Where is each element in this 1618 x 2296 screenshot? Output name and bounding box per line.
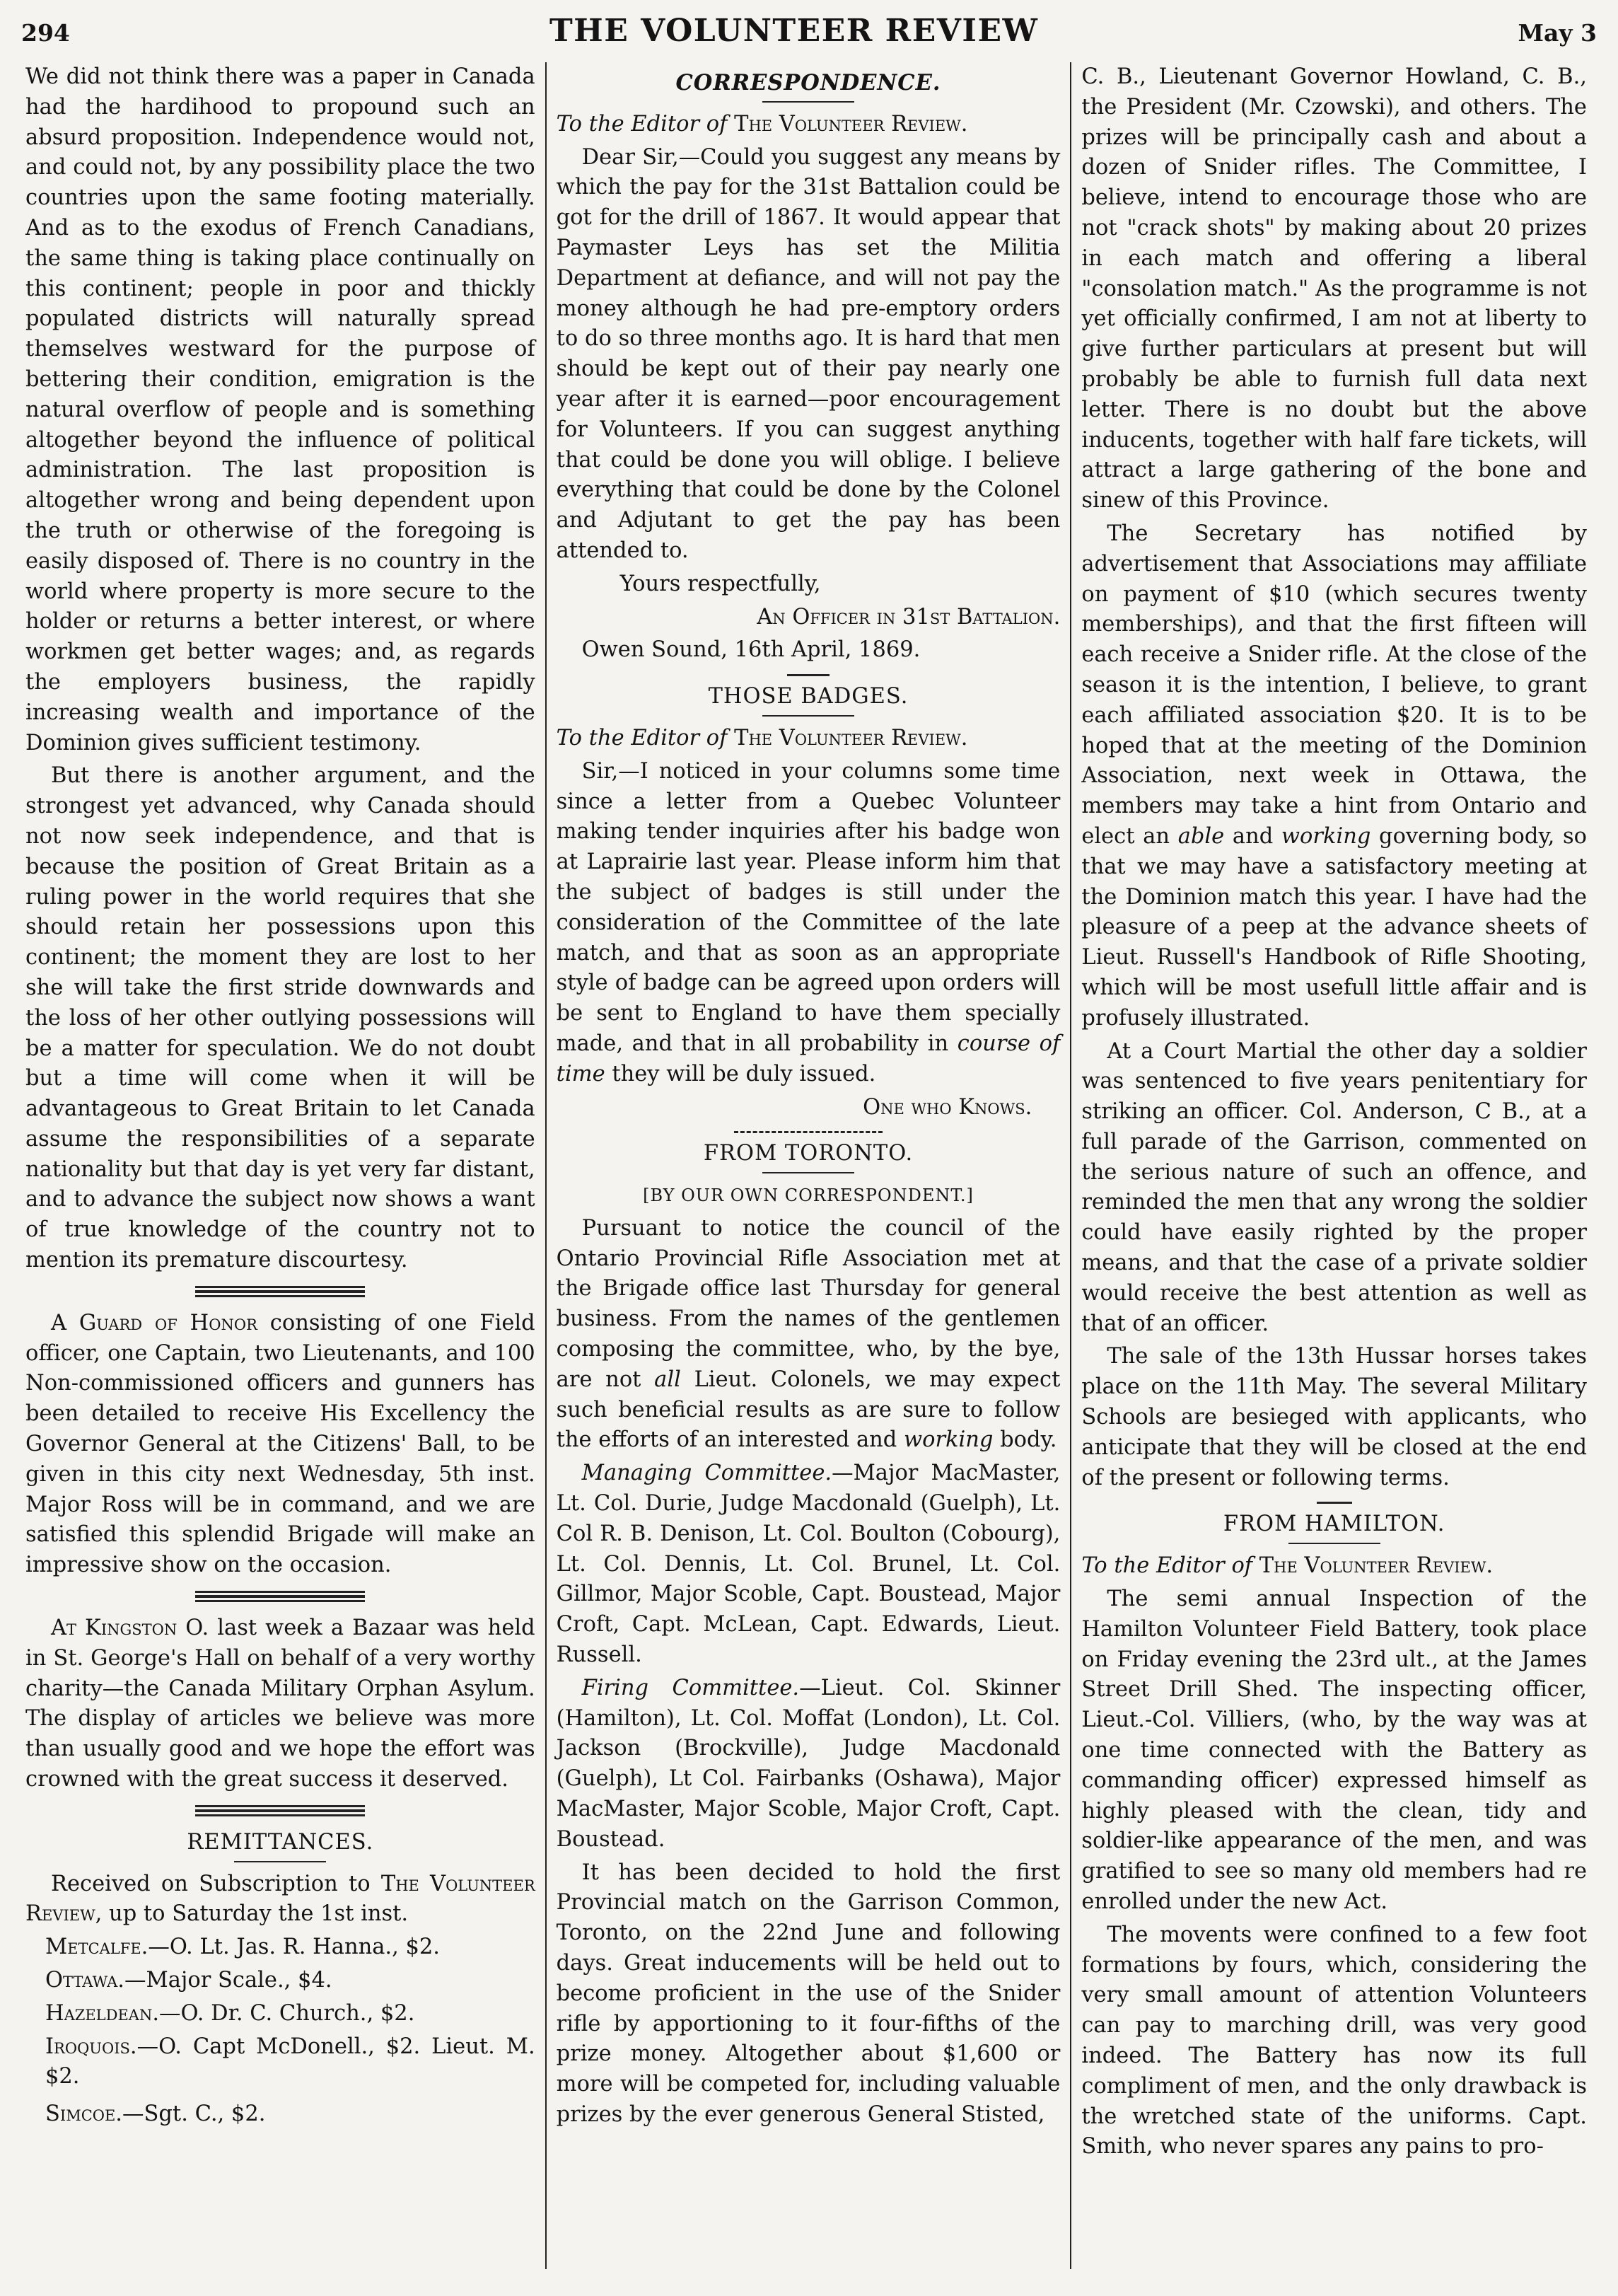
divider: [787, 674, 830, 676]
para-text: Lieut. Colonels, we may expect such beneficial results as are sure to follow the efforts of an interested and: [556, 1367, 1061, 1453]
letter-paragraph: [557, 757, 1061, 1090]
remittance-place: Metcalfe.: [45, 1935, 149, 1960]
guard-of-honor-paragraph: [25, 1309, 535, 1581]
hamilton-paragraph-2: The movents were confined to a few foot formations by fours, which, considering the very small amount of attention Volunteers can pay to marching drill, was very good indeed. The Battery has now its full compliment of men, and the only drawback is the wretched state of the uniforms. Capt. Smith, who never spares any pains to pro-: [1081, 1922, 1587, 2159]
para-italic: able: [1177, 823, 1225, 849]
remittance-detail: —Sgt. C., $2.: [122, 2101, 266, 2127]
committee-members: —Major MacMaster, Lt. Col. Durie, Judge Macdonald (Guelph), Lt. Col R. B. Denison, Lt. Col. Boulton (Cobourg), Lt. Col. Dennis, Lt. Col. Brunel, Lt. Col. Gillmor, Major Scoble, Capt. Boustead, Major Croft, Capt. McLean, Capt. Edwards, Lieut. Russell.: [556, 1461, 1061, 1668]
guard-lead: A Guard of Honor: [51, 1310, 257, 1335]
court-martial-paragraph: At a Court Martial the other day a soldier was sentenced to five years penitentiary for striking an officer. Col. Anderson, C B., at a full parade of the Garrison, commented on the serious nature of such an offence, and reminded the men that any wrong the soldier could have easily righted by the proper means, and that the case of a private soldier would receive the best attention as well as that of an officer.: [1081, 1038, 1587, 1336]
heading-rule: [762, 1172, 854, 1173]
page-header: [21, 13, 1597, 55]
columns: [21, 62, 1597, 2269]
kingston-text: last week a Bazaar was held in St. George's Hall on behalf of a very worthy charity—the Canada Military Orphan Asylum. The display of articles we believe was more than usually good and we hope the effort was crowned with the great success it deserved.: [25, 1616, 535, 1792]
column-1: [21, 62, 547, 2269]
heading-rule: [1288, 1543, 1380, 1544]
closing-line: Yours respectfully,: [619, 571, 821, 596]
paper-name: The Volunteer Review.: [734, 725, 968, 750]
remittance-item: [25, 2032, 535, 2093]
para-italic: all: [654, 1367, 681, 1392]
hussar-sale-paragraph: The sale of the 13th Hussar horses takes place on the 11th May. The several Military Schools are besieged with applicants, who anticipate that they will be closed at the end of the present or following terms.: [1081, 1344, 1587, 1490]
badges-heading: THOSE BADGES.: [708, 684, 909, 709]
secretary-paragraph: [1081, 519, 1587, 1034]
remittance-item: [25, 1966, 535, 1996]
letter-text: Sir,—I noticed in your columns some time since a letter from a Quebec Volunteer making tender inquiries after his badge won at Laprairie last year. Please inform him that the subject of badges is still under the consideration of the Committee of the late match, and that as soon as an appropriate style of badge can be agreed upon orders will be sent to England to have them specially made, and that in all probability in: [556, 758, 1061, 1056]
to-editor-text: To the Editor of: [1081, 1553, 1259, 1579]
hamilton-paragraph-1: The semi annual Inspection of the Hamilton Volunteer Field Battery, took place on Friday evening the 23rd ult., at the James Street Drill Shed. The inspecting officer, Lieut.-Col. Villiers, (who, by the way was at one time connected with the Battery as commanding officer) expressed himself as highly pleased with the clean, tidy and soldier-like appearance of the men, and was gratified to see so many old members had re enrolled under the new Act.: [1081, 1587, 1587, 1915]
paper-name: The Volunteer Review.: [1259, 1553, 1494, 1579]
column-2: [547, 62, 1072, 2269]
guard-text: consisting of one Field officer, one Captain, two Lieutenants, and 100 Non-commissioned officers and gunners has been detailed to receive His Excellency the Governor General at the Citizens' Ball, to be given in this city next Wednesday, 5th inst. Major Ross will be in command, and we are satisfied this splendid Brigade will make an impressive show on the occasion.: [25, 1310, 535, 1578]
letter-paragraph: Dear Sir,—Could you suggest any means by which the pay for the 31st Battalion could be got for the drill of 1867. It would appear that Paymaster Leys has set the Militia Department at defiance, and will not pay the money although he had pre-emptory orders to do so three months ago. It is hard that men should be kept out of their pay nearly one year after it is earned—poor encouragement for Volunteers. If you can suggest anything that could be done you will oblige. I believe everything that could be done by the Colonel and Adjutant to get the pay has been attended to.: [556, 144, 1061, 563]
remittance-place: Ottawa.: [45, 1968, 124, 1993]
heading-rule: [762, 101, 854, 103]
remittance-place: Hazeldean.: [45, 2000, 160, 2026]
remittance-place: Simcoe.: [45, 2101, 123, 2127]
byline: [BY OUR OWN CORRESPONDENT.]: [643, 1185, 974, 1206]
letter-place-date: Owen Sound, 16th April, 1869.: [581, 637, 921, 663]
remittances-paper-name: The Volunteer Review: [25, 1871, 535, 1927]
remittances-heading: REMITTANCES.: [187, 1829, 374, 1855]
toronto-paragraph-1: [557, 1214, 1061, 1456]
section-divider: [195, 1591, 365, 1602]
letter-italic: course of time: [556, 1031, 1061, 1086]
remittance-item: [25, 2099, 535, 2130]
para-text: governing body, so that we may have a satisfactory meeting at the Dominion match this year. I have had the pleasure of a peep at the advance sheets of Lieut. Russell's Handbook of Rifle Shooting, which will be most usefull little affair and is profusely illustrated.: [1081, 823, 1587, 1031]
para-text: and: [1224, 823, 1281, 849]
issue-date: May 3: [1518, 19, 1597, 47]
toronto-paragraph-2: It has been decided to hold the first Provincial match on the Garrison Common, Toronto, on the 22nd June and following days. Great inducements will be held out to become proficient in the use of the Snider rifle by apportioning to it four-fifths of the prize money. Altogether about $1,600 or more will be competed for, including valuable prizes by the ever generous General Stisted,: [556, 1860, 1061, 2127]
to-the-editor-line: [1081, 1551, 1587, 1582]
editorial-paragraph-1: We did not think there was a paper in Canada had the hardihood to propound such an absurd proposition. Independence would not, and could not, by any possibility place the two countries upon the same footing materially. And as to the exodus of French Canadians, the same thing is taking place continually on this continent; people in poor and thickly populated districts will naturally spread themselves westward for the purpose of bettering their condition, emigration is the natural overflow of people and is something altogether beyond the influence of political administration. The last proposition is altogether wrong and being dependent upon the truth or otherwise of the foregoing is easily disposed of. There is no country in the world where property is more secure to the holder or returns a better interest, or where workmen get better wages; and, as regards the employers business, the rapidly increasing wealth and importance of the Dominion gives sufficient testimony.: [25, 64, 535, 755]
letter-signature: One who Knows.: [863, 1094, 1032, 1120]
para-italic: working: [904, 1427, 994, 1453]
to-the-editor-line: [557, 724, 1061, 754]
para-italic: working: [1281, 823, 1371, 849]
para-text: The Secretary has notified by advertisement that Associations may affiliate on payment of $10 (which secures twenty memberships), and that the first fifteen will each receive a Snider rifle. At the close of the season it is the intention, I believe, to grant each affiliated association $20. It is to be hoped that at the meeting of the Dominion Association, next week in Ottawa, the members may take a hint from Ontario and elect an: [1081, 521, 1587, 849]
committee-label: Managing Committee.: [581, 1461, 832, 1486]
page-number: 294: [21, 19, 70, 47]
divider: [1317, 1502, 1352, 1504]
remittances-intro-text: Received on Subscription to: [51, 1871, 381, 1896]
to-editor-text: To the Editor of: [556, 725, 735, 750]
masthead-title: THE VOLUNTEER REVIEW: [549, 13, 1039, 49]
paper-name: The Volunteer Review.: [734, 111, 968, 137]
kingston-paragraph: [25, 1613, 535, 1795]
para-text: body.: [993, 1427, 1057, 1453]
remittance-item: [25, 1932, 535, 1963]
firing-committee-paragraph: [557, 1674, 1061, 1855]
remittance-detail: —O. Lt. Jas. R. Hanna., $2.: [148, 1935, 441, 1960]
toronto-continued-paragraph: C. B., Lieutenant Governor Howland, C. B., the President (Mr. Czowski), and others. The prizes will be principally cash and about a dozen of Snider rifles. The Committee, I believe, intend to encourage those who are not "crack shots" by making about 20 prizes in each match and offering a liberal "consolation match." As the programme is not yet officially confirmed, I am not at liberty to give further particulars at present but will probably be able to furnish full data next letter. There is no doubt but the above inducents, together with half fare tickets, will attract a large gathering of the bone and sinew of this Province.: [1081, 64, 1587, 514]
heading-rule: [762, 715, 854, 717]
column-3: [1071, 62, 1597, 2269]
remittance-detail: —O. Capt McDonell., $2. Lieut. M. $2.: [45, 2034, 535, 2089]
remittances-intro: [25, 1869, 535, 1930]
section-divider: [195, 1805, 365, 1816]
toronto-heading: FROM TORONTO.: [703, 1141, 914, 1166]
hamilton-heading: FROM HAMILTON.: [1223, 1512, 1445, 1537]
letter-signature: An Officer in 31st Battalion.: [757, 604, 1061, 630]
to-editor-text: To the Editor of: [556, 111, 735, 137]
letter-text-end: they will be duly issued.: [605, 1061, 876, 1086]
kingston-lead: At Kingston O.: [51, 1616, 209, 1641]
remittance-item: [25, 1999, 535, 2029]
committee-members: —Lieut. Col. Skinner (Hamilton), Lt. Col. Moffat (London), Lt. Col. Jackson (Brockville), Judge Macdonald (Guelph), Lt Col. Fairbanks (Oshawa), Major MacMaster, Major Scoble, Major Croft, Capt. Boustead.: [556, 1675, 1061, 1852]
divider: [734, 1131, 883, 1133]
remittance-place: Iroquois.: [45, 2034, 137, 2059]
section-divider: [195, 1286, 365, 1297]
to-the-editor-line: [557, 110, 1061, 140]
remittance-detail: —O. Dr. C. Church., $2.: [159, 2000, 415, 2026]
managing-committee-paragraph: [557, 1459, 1061, 1671]
correspondence-heading: CORRESPONDENCE.: [675, 70, 941, 95]
para-text: Pursuant to notice the council of the Ontario Provincial Rifle Association met at the Brigade office last Thursday for general business. From the names of the gentlemen composing the committee, who, by the bye, are not: [556, 1215, 1061, 1392]
editorial-paragraph-2: But there is another argument, and the strongest yet advanced, why Canada should not now seek independence, and that is because the position of Great Britain as a ruling power in the world requires that she should retain her possessions upon this continent; the moment they are lost to her she will take the first stride downwards and the loss of her other outlying possessions will be a matter for speculation. We do not doubt but a time will come when it will be advantageous to Great Britain to let Canada assume the responsibilities of a separate nationality but that day is yet very far distant, and to advance the subject now shows a want of true knowledge of the country not to mention its premature discourtesy.: [25, 763, 535, 1273]
heading-rule: [234, 1861, 326, 1862]
remittance-detail: —Major Scale., $4.: [124, 1968, 332, 1993]
remittances-intro-end: , up to Saturday the 1st inst.: [95, 1901, 409, 1927]
committee-label: Firing Committee.: [581, 1675, 800, 1700]
